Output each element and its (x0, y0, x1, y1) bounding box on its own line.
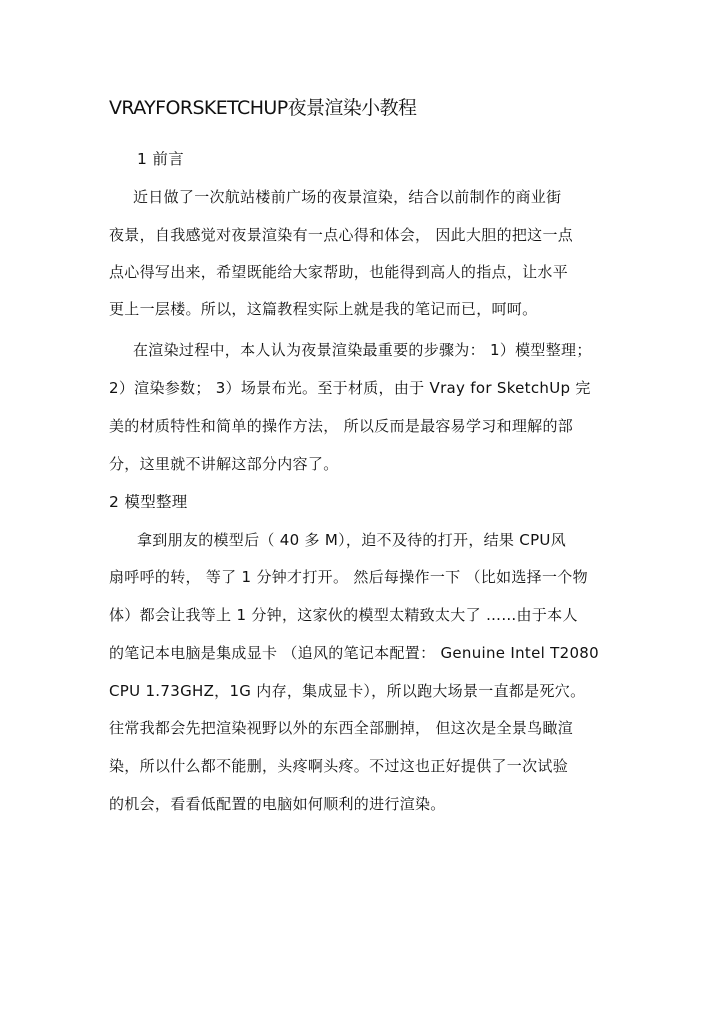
paragraph-line: 在渲染过程中，本人认为夜景渲染最重要的步骤为： 1）模型整理； (133, 341, 592, 359)
paragraph-line: 美的材质特性和简单的操作方法， 所以反而是最容易学习和理解的部 (109, 417, 574, 435)
paragraph-line: 拿到朋友的模型后（ 40 多 M），迫不及待的打开，结果 CPU风 (137, 531, 567, 549)
paragraph-line: 夜景，自我感觉对夜景渲染有一点心得和体会， 因此大胆的把这一点 (109, 226, 574, 244)
paragraph-line: 点心得写出来，希望既能给大家帮助，也能得到高人的指点，让水平 (109, 263, 569, 281)
paragraph-line: 扇呼呼的转， 等了 1 分钟才打开。 然后每操作一下 （比如选择一个物 (109, 568, 588, 586)
paragraph-line: 往常我都会先把渲染视野以外的东西全部删掉， 但这次是全景鸟瞰渲 (109, 719, 574, 737)
paragraph-line: 更上一层楼。所以，这篇教程实际上就是我的笔记而已，呵呵。 (109, 300, 538, 318)
paragraph-line: 染，所以什么都不能删，头疼啊头疼。不过这也正好提供了一次试验 (109, 757, 569, 775)
paragraph-line: 的笔记本电脑是集成显卡 （追风的笔记本配置： Genuine Intel T2080 (109, 644, 599, 662)
section-heading-preface: 1 前言 (137, 150, 184, 168)
paragraph-line: 体）都会让我等上 1 分钟，这家伙的模型太精致太大了 ……由于本人 (109, 606, 578, 624)
paragraph-line: 2）渲染参数； 3）场景布光。至于材质，由于 Vray for SketchUp 完 (109, 379, 591, 397)
paragraph-line: 的机会，看看低配置的电脑如何顺利的进行渲染。 (109, 795, 446, 813)
paragraph-line: CPU 1.73GHZ，1G 内存，集成显卡），所以跑大场景一直都是死穴。 (109, 682, 586, 700)
paragraph-line: 分，这里就不讲解这部分内容了。 (109, 455, 339, 473)
document-title: VRAYFORSKETCHUP夜景渲染小教程 (109, 97, 417, 119)
paragraph-line: 近日做了一次航站楼前广场的夜景渲染，结合以前制作的商业街 (133, 188, 562, 206)
section-heading-model-cleanup: 2 模型整理 (109, 493, 188, 511)
